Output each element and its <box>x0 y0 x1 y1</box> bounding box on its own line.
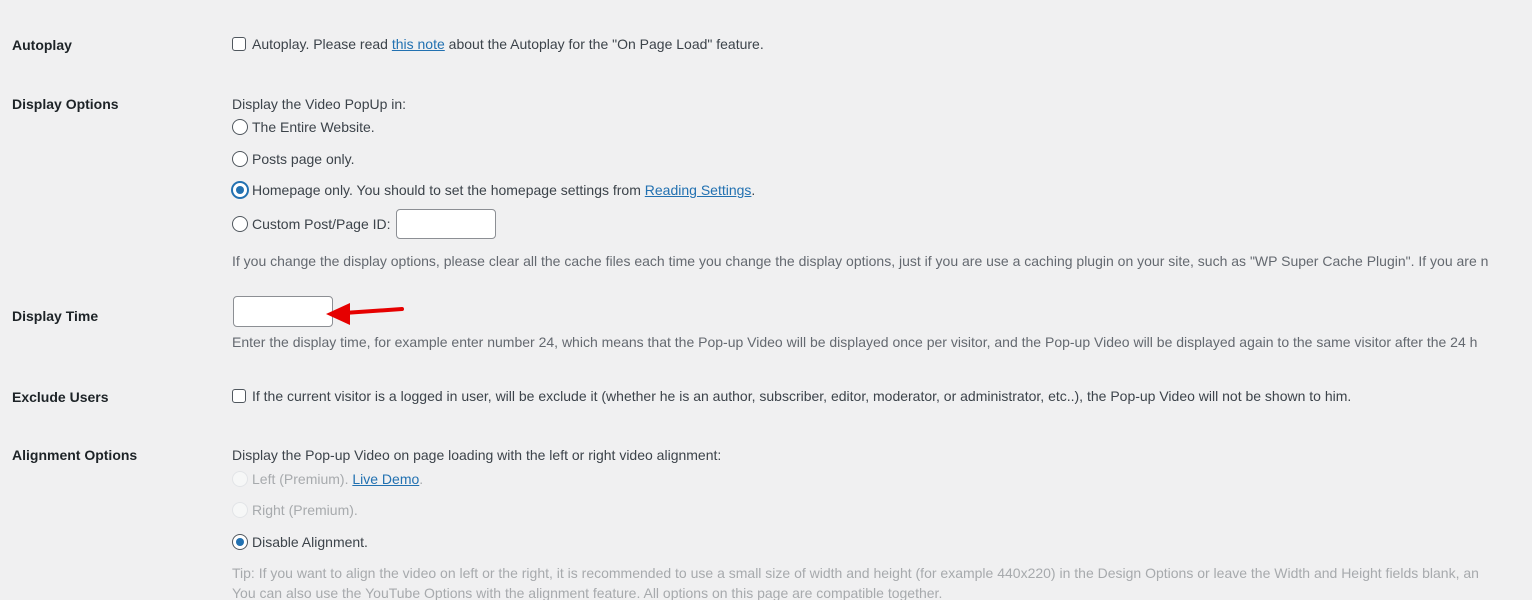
option-label: Left (Premium). <box>252 471 353 487</box>
display-option-posts-page[interactable] <box>232 151 354 167</box>
display-time-input[interactable] <box>233 296 333 327</box>
display-option-custom-id[interactable] <box>232 209 496 239</box>
radio-right-alignment <box>232 502 248 518</box>
display-time-help: Enter the display time, for example enter number 24, which means that the Pop-up Video will be displayed once per visitor, and the Pop-up Video will be displayed again to the same visitor after the 24 h <box>232 334 1478 350</box>
alignment-option-right <box>232 502 358 518</box>
autoplay-checkbox[interactable] <box>232 37 246 51</box>
display-time-label: Display Time <box>12 308 99 324</box>
autoplay-label: Autoplay <box>12 37 72 53</box>
option-label: The Entire Website. <box>252 119 375 135</box>
radio-custom-id[interactable] <box>232 216 248 232</box>
display-option-homepage[interactable] <box>232 182 755 198</box>
radio-left-alignment <box>232 471 248 487</box>
display-options-intro: Display the Video PopUp in: <box>232 96 407 112</box>
autoplay-note-link[interactable]: this note <box>391 36 445 52</box>
radio-disable-alignment[interactable] <box>232 534 248 550</box>
option-label: Right (Premium). <box>252 502 358 518</box>
reading-settings-link[interactable]: Reading Settings <box>644 182 752 198</box>
display-option-entire-website[interactable] <box>232 119 375 135</box>
display-options-label: Display Options <box>12 96 119 112</box>
option-label: Posts page only. <box>252 151 355 167</box>
alignment-tip-line2: You can also use the YouTube Options with the alignment feature. All options on this page are compatible together. <box>232 585 943 600</box>
alignment-intro: Display the Pop-up Video on page loading with the left or right video alignment: <box>232 447 722 463</box>
alignment-option-left <box>232 471 423 487</box>
option-suffix: . <box>419 471 424 487</box>
alignment-option-disable[interactable] <box>232 534 368 550</box>
radio-homepage[interactable] <box>232 182 248 198</box>
option-label: Custom Post/Page ID: <box>252 216 391 232</box>
autoplay-text-before: Autoplay. Please read <box>252 36 392 52</box>
display-options-cache-note: If you change the display options, please clear all the cache files each time you change the display options, just if you are use a caching plugin on your site, such as "WP Super Cache Plugin". If you are n <box>232 253 1489 269</box>
exclude-users-text: If the current visitor is a logged in user, will be exclude it (whether he is an author, subscriber, editor, moderator, or administrator, etc..), the Pop-up Video will not be shown to him. <box>252 388 1352 404</box>
red-arrow-icon <box>322 298 404 326</box>
custom-post-id-input[interactable] <box>396 209 496 239</box>
autoplay-text-after: about the Autoplay for the "On Page Load" feature. <box>444 36 764 52</box>
option-label: Disable Alignment. <box>252 534 368 550</box>
option-suffix: . <box>751 182 756 198</box>
live-demo-link[interactable]: Live Demo <box>352 471 420 487</box>
exclude-users-checkbox[interactable] <box>232 389 246 403</box>
radio-posts-page[interactable] <box>232 151 248 167</box>
alignment-tip-line1: Tip: If you want to align the video on left or the right, it is recommended to use a small size of width and height (for example 440x220) in the Design Options or leave the Width and Height fields blank, an <box>232 565 1479 581</box>
radio-entire-website[interactable] <box>232 119 248 135</box>
exclude-users-row <box>232 388 1351 404</box>
option-label: Homepage only. You should to set the homepage settings from <box>252 182 645 198</box>
exclude-users-label: Exclude Users <box>12 389 109 405</box>
autoplay-row <box>232 36 764 52</box>
alignment-options-label: Alignment Options <box>12 447 138 463</box>
